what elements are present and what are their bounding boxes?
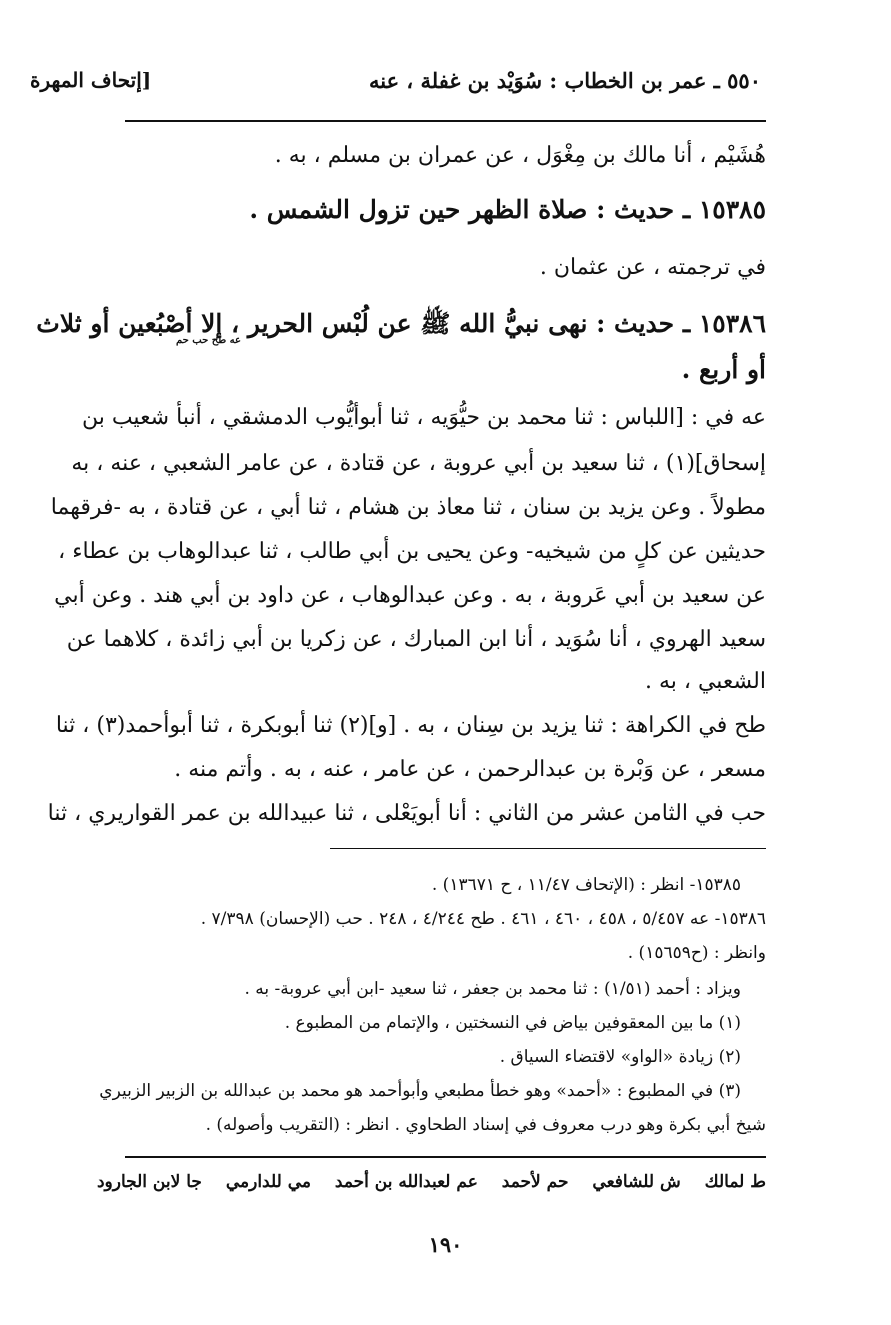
book-title: [إتحاف المهرة [30, 68, 152, 92]
footnote: (٣) في المطبوع : «أحمد» وهو خطأ مطبعي وأبوأحمد هو محمد بن عبدالله بن الزبير الزبيري [99, 1081, 741, 1101]
hadith-heading-15386: ١٥٣٨٦ ـ حديث : نهى نبيُّ الله ﷺ عن لُبْس الحرير ، إلا أصْبُعين أو ثلاث [36, 309, 766, 338]
footnote-rule [330, 848, 766, 849]
page-header [30, 68, 761, 108]
abbreviation-key [96, 1172, 766, 1202]
source-sigla: عه طح حب حم [175, 335, 241, 346]
hadith-heading-15385: ١٥٣٨٥ ـ حديث : صلاة الظهر حين تزول الشمس . [249, 195, 766, 224]
abbr-item: مي للدارمي [225, 1172, 311, 1192]
abbr-item: عم لعبدالله بن أحمد [334, 1172, 478, 1192]
abbr-item: جا لابن الجارود [96, 1172, 202, 1192]
text-line: عن سعيد بن أبي عَروبة ، به . وعن عبدالوهاب ، عن داود بن أبي هند . وعن أبي [54, 583, 766, 608]
footnote: (١) ما بين المعقوفين بياض في النسختين ، والإتمام من المطبوع . [284, 1013, 741, 1033]
abbr-item: ط لمالك [704, 1172, 766, 1192]
text-line: هُشَيْم ، أنا مالك بن مِغْوَل ، عن عمران بن مسلم ، به . [274, 143, 766, 168]
page-number: ١٩٠ [428, 1232, 463, 1257]
text-line: سعيد الهروي ، أنا سُوَيد ، أنا ابن المبارك ، عن زكريا بن أبي زائدة ، كلاهما عن [66, 627, 766, 652]
text-line: في ترجمته ، عن عثمان . [539, 255, 766, 280]
text-line: حب في الثامن عشر من الثاني : أنا أبويَعْلى ، ثنا عبيدالله بن عمر القواريري ، ثنا [47, 801, 766, 826]
text-line: عه في : [اللباس : ثنا محمد بن حيُّوَيه ، ثنا أبوأيُّوب الدمشقي ، أنبأ شعيب بن [81, 405, 766, 430]
footnote: ١٥٣٨٥- انظر : (الإتحاف ١١/٤٧ ، ح ١٣٦٧١) . [431, 875, 741, 895]
text-line: مسعر ، عن وَبْرة بن عبدالرحمن ، عن عامر ، عنه ، به . وأتم منه . [174, 757, 766, 782]
text-line: مطولاً . وعن يزيد بن سنان ، ثنا معاذ بن هشام ، ثنا أبي ، عن قتادة ، به -فرقهما [50, 495, 766, 520]
footnote: شيخ أبي بكرة وهو درب معروف في إسناد الطحاوي . انظر : (التقريب وأصوله) . [205, 1115, 766, 1135]
abbr-item: حم لأحمد [501, 1172, 569, 1192]
text-line: الشعبي ، به . [644, 669, 766, 694]
header-rule [125, 120, 766, 122]
text-line: إسحاق](١) ، ثنا سعيد بن أبي عروبة ، عن قتادة ، عن عامر الشعبي ، عنه ، به [71, 451, 766, 476]
hadith-heading-15386-cont: أو أربع . [681, 355, 766, 384]
text-line: حديثين عن كلٍ من شيخيه- وعن يحيى بن أبي طالب ، ثنا عبدالوهاب بن عطاء ، [58, 539, 766, 564]
footnote: وانظر : (ح١٥٦٥٩) . [627, 943, 766, 963]
abbr-item: ش للشافعي [592, 1172, 681, 1192]
footnote: (٢) زيادة «الواو» لاقتضاء السياق . [499, 1047, 741, 1067]
running-title: ٥٥٠ ـ عمر بن الخطاب : سُوَيْد بن غفلة ، عنه [369, 68, 761, 93]
text-line: طح في الكراهة : ثنا يزيد بن سِنان ، به . [و](٢) ثنا أبوبكرة ، ثنا أبوأحمد(٣) ، ثنا [55, 713, 766, 738]
footer-rule [125, 1156, 766, 1158]
footnote: ويزاد : أحمد (١/٥١) : ثنا محمد بن جعفر ، ثنا سعيد -ابن أبي عروبة- به . [244, 979, 741, 999]
footnote: ١٥٣٨٦- عه ٥/٤٥٧ ، ٤٥٨ ، ٤٦٠ ، ٤٦١ . طح ٤/٢٤٤ ، ٢٤٨ . حب (الإحسان) ٧/٣٩٨ . [200, 909, 766, 929]
